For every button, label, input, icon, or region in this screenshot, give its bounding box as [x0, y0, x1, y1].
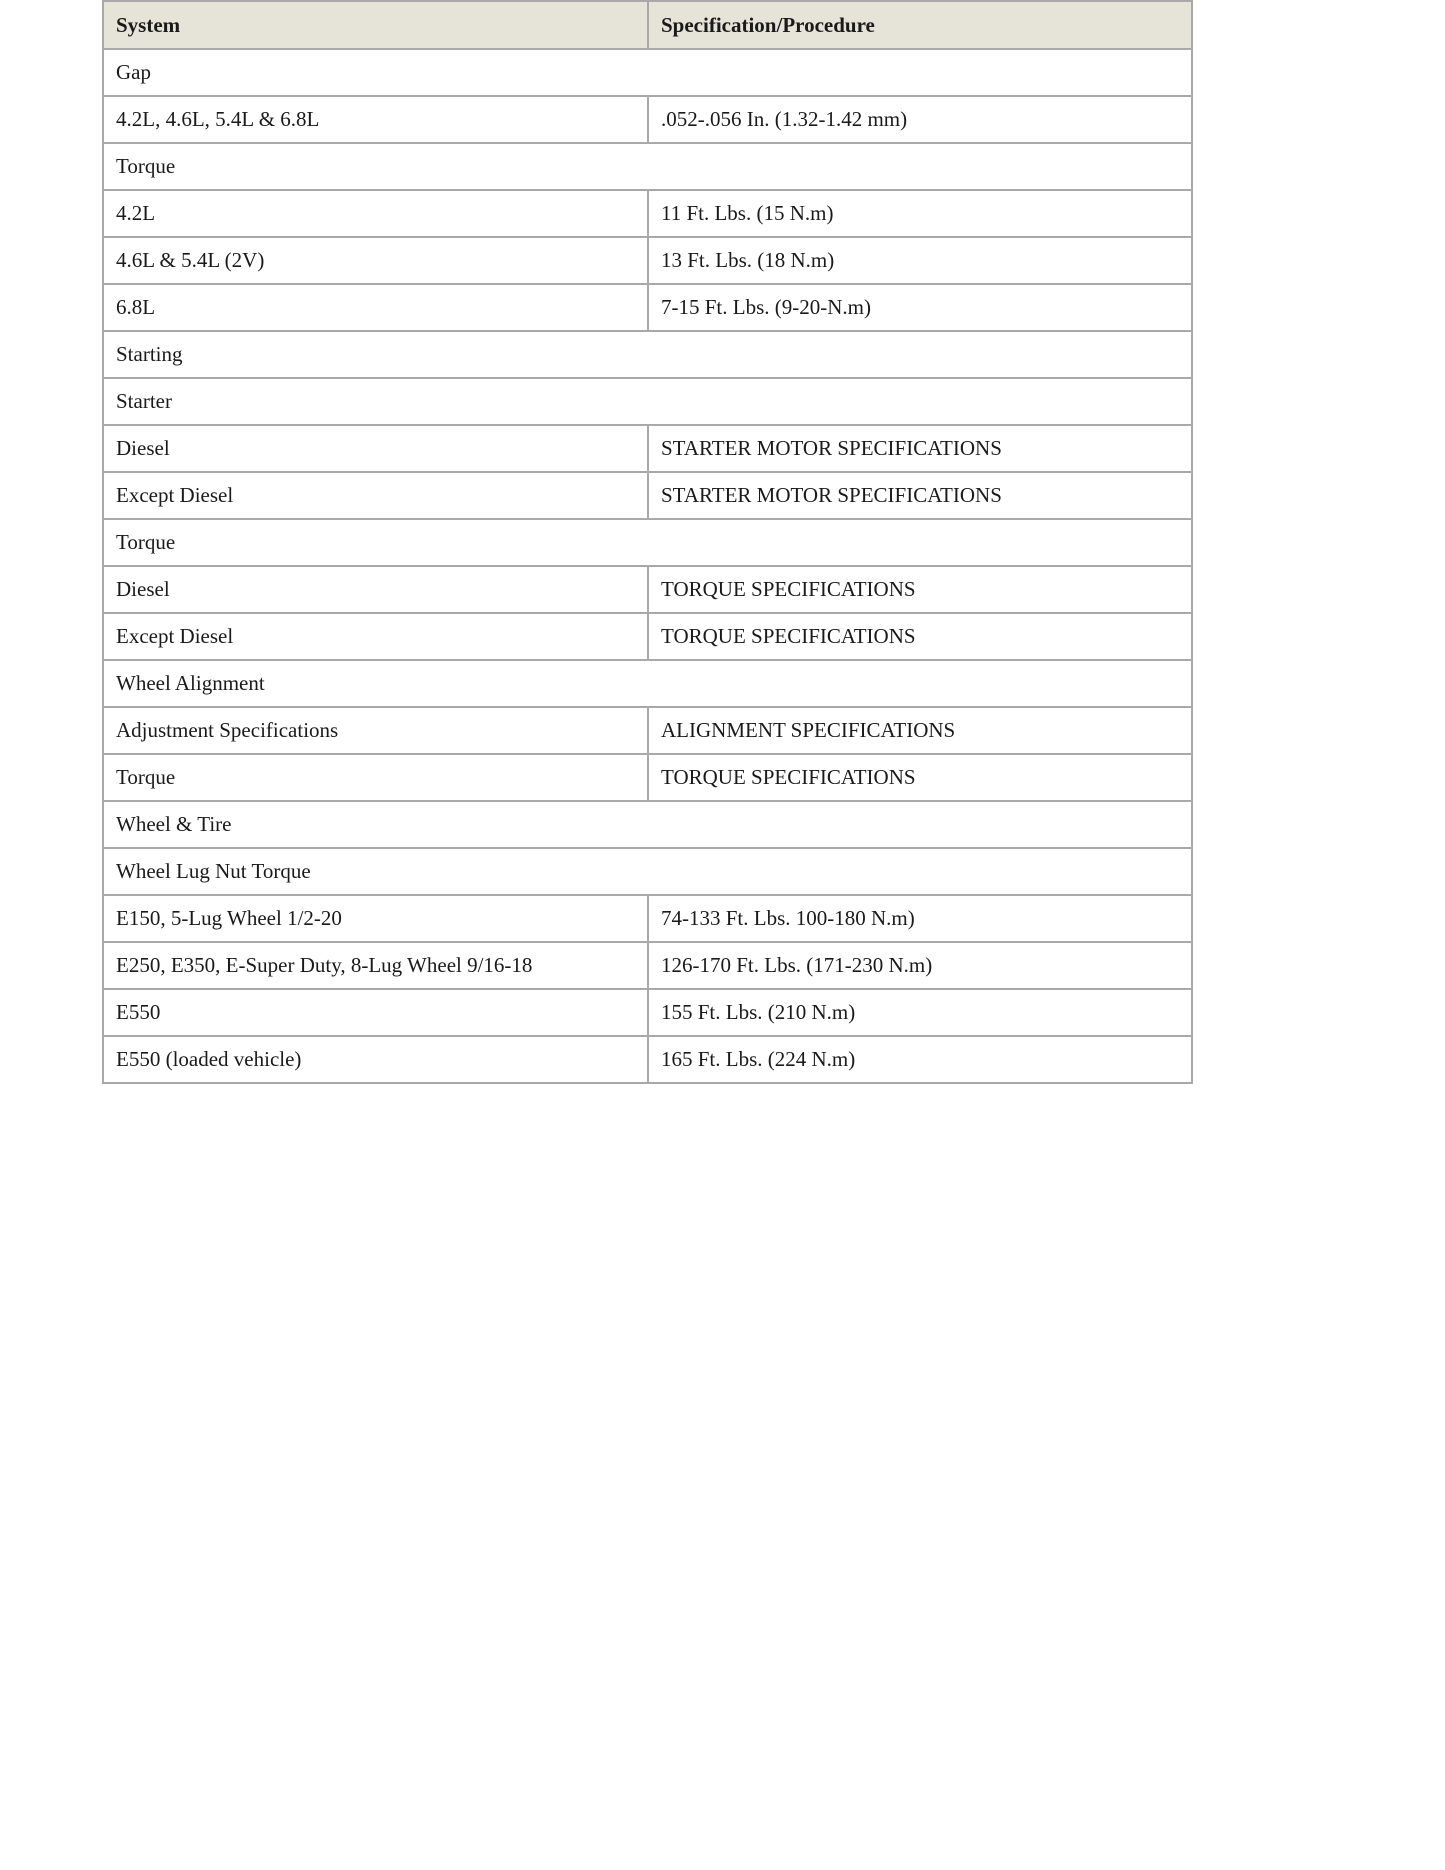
system-cell: Starting [103, 331, 1192, 378]
specification-cell: ALIGNMENT SPECIFICATIONS [648, 707, 1192, 754]
table-row [103, 143, 1192, 190]
specification-cell: 11 Ft. Lbs. (15 N.m) [648, 190, 1192, 237]
table-row [103, 472, 1192, 519]
table-row [103, 49, 1192, 96]
header-system: System [103, 1, 648, 49]
table-row [103, 284, 1192, 331]
specification-cell: 165 Ft. Lbs. (224 N.m) [648, 1036, 1192, 1083]
specification-cell: 13 Ft. Lbs. (18 N.m) [648, 237, 1192, 284]
system-cell: Diesel [103, 566, 648, 613]
system-cell: Except Diesel [103, 472, 648, 519]
header-specification: Specification/Procedure [648, 1, 1192, 49]
table-row [103, 378, 1192, 425]
system-cell: Gap [103, 49, 1192, 96]
system-cell: Wheel & Tire [103, 801, 1192, 848]
specification-cell: STARTER MOTOR SPECIFICATIONS [648, 472, 1192, 519]
system-cell: E550 (loaded vehicle) [103, 1036, 648, 1083]
table-body [103, 49, 1192, 1083]
system-cell: E150, 5-Lug Wheel 1/2-20 [103, 895, 648, 942]
system-cell: 6.8L [103, 284, 648, 331]
system-cell: Except Diesel [103, 613, 648, 660]
table-header-row [103, 1, 1192, 49]
specification-cell: 126-170 Ft. Lbs. (171-230 N.m) [648, 942, 1192, 989]
table-row [103, 848, 1192, 895]
table-row [103, 425, 1192, 472]
specification-cell: 74-133 Ft. Lbs. 100-180 N.m) [648, 895, 1192, 942]
table-row [103, 96, 1192, 143]
specification-cell: TORQUE SPECIFICATIONS [648, 566, 1192, 613]
system-cell: E250, E350, E-Super Duty, 8-Lug Wheel 9/16-18 [103, 942, 648, 989]
system-cell: Torque [103, 754, 648, 801]
system-cell: E550 [103, 989, 648, 1036]
table-row [103, 1036, 1192, 1083]
table-row [103, 566, 1192, 613]
table-row [103, 237, 1192, 284]
table-row [103, 895, 1192, 942]
system-cell: Diesel [103, 425, 648, 472]
specification-cell: TORQUE SPECIFICATIONS [648, 613, 1192, 660]
specification-cell: STARTER MOTOR SPECIFICATIONS [648, 425, 1192, 472]
table-row [103, 190, 1192, 237]
specification-cell: TORQUE SPECIFICATIONS [648, 754, 1192, 801]
system-cell: Wheel Lug Nut Torque [103, 848, 1192, 895]
specification-cell: .052-.056 In. (1.32-1.42 mm) [648, 96, 1192, 143]
table-row [103, 707, 1192, 754]
table-row [103, 613, 1192, 660]
system-cell: Wheel Alignment [103, 660, 1192, 707]
system-cell: Torque [103, 143, 1192, 190]
system-cell: 4.2L [103, 190, 648, 237]
table-row [103, 754, 1192, 801]
table-row [103, 660, 1192, 707]
system-cell: Adjustment Specifications [103, 707, 648, 754]
system-cell: 4.2L, 4.6L, 5.4L & 6.8L [103, 96, 648, 143]
system-cell: Torque [103, 519, 1192, 566]
system-cell: Starter [103, 378, 1192, 425]
specification-cell: 7-15 Ft. Lbs. (9-20-N.m) [648, 284, 1192, 331]
table-row [103, 989, 1192, 1036]
table-row [103, 801, 1192, 848]
system-cell: 4.6L & 5.4L (2V) [103, 237, 648, 284]
specification-cell: 155 Ft. Lbs. (210 N.m) [648, 989, 1192, 1036]
table-row [103, 331, 1192, 378]
table-row [103, 519, 1192, 566]
specifications-table [102, 0, 1193, 1084]
table-row [103, 942, 1192, 989]
